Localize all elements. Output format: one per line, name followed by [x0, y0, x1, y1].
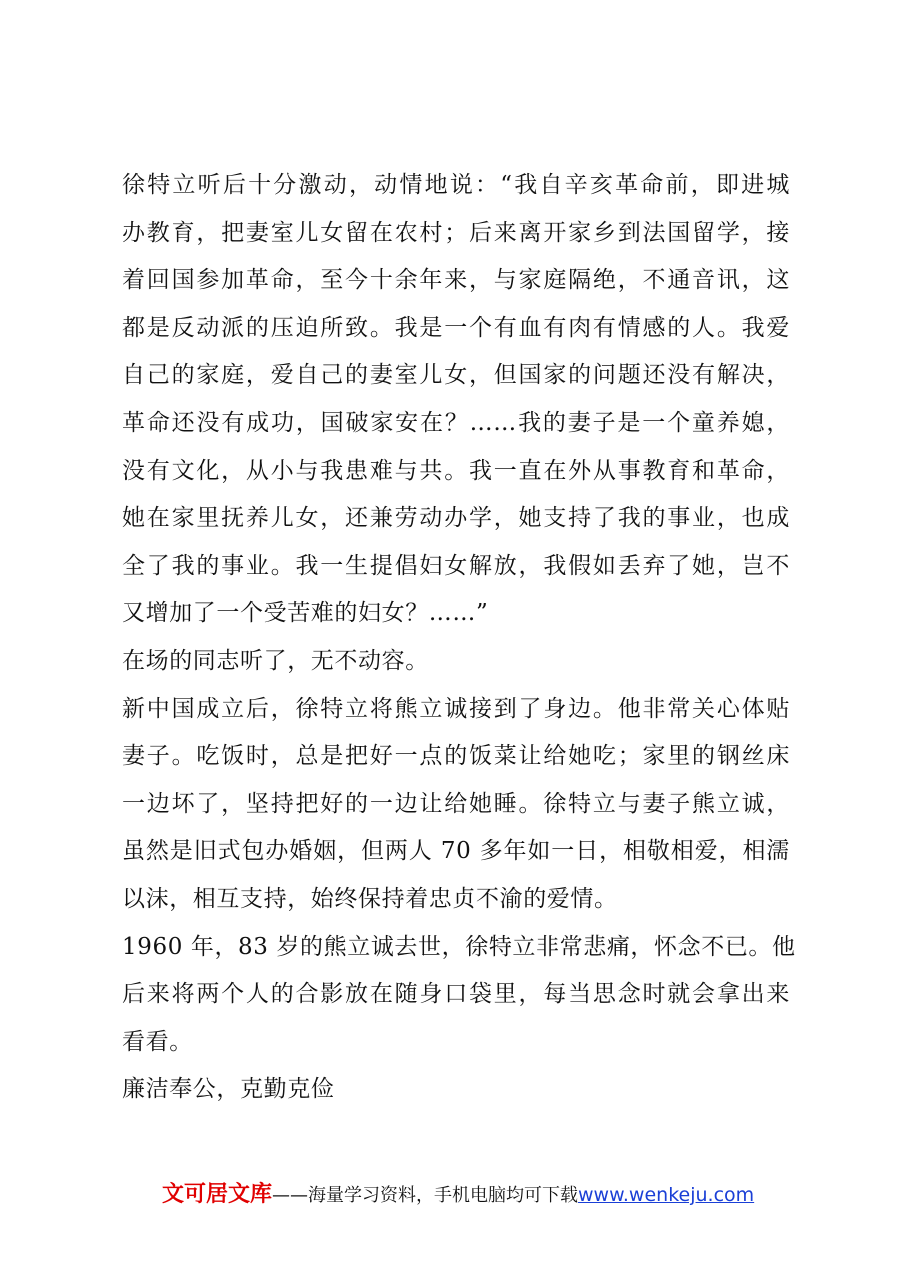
text-line: 后来将两个人的合影放在随身口袋里，每当思念时就会拿出来 [122, 981, 790, 1008]
document-body [122, 162, 796, 1114]
text-line: 办教育，把妻室儿女留在农村；后来离开家乡到法国留学，接 [122, 219, 790, 246]
text-line: 一边坏了，坚持把好的一边让给她睡。徐特立与妻子熊立诚， [122, 790, 790, 817]
text-line: 以沫，相互支持，始终保持着忠贞不渝的爱情。 [122, 885, 618, 912]
text-line: 虽然是旧式包办婚姻，但两人 70 多年如一日，相敬相爱，相濡 [122, 838, 790, 865]
text-line: 新中国成立后，徐特立将熊立诚接到了身边。他非常关心体贴 [122, 695, 790, 722]
text-line: 又增加了一个受苦难的妇女？……” [122, 600, 489, 627]
footer-brand: 文可居文库 [162, 1182, 273, 1207]
text-line: 自己的家庭，爱自己的妻室儿女，但国家的问题还没有解决， [122, 362, 790, 389]
footer-link[interactable]: www.wenkeju.com [578, 1184, 755, 1206]
text-line: 没有文化，从小与我患难与共。我一直在外从事教育和革命， [122, 457, 790, 484]
text-line: 革命还没有成功，国破家安在？……我的妻子是一个童养媳， [122, 409, 790, 436]
text-line: 在场的同志听了，无不动容。 [122, 647, 429, 674]
text-line: 1960 年，83 岁的熊立诚去世，徐特立非常悲痛，怀念不已。他 [122, 933, 796, 960]
text-line: 着回国参加革命，至今十余年来，与家庭隔绝，不通音讯，这 [122, 267, 790, 294]
footer-banner [162, 1180, 754, 1211]
section-heading: 廉洁奉公，克勤克俭 [122, 1076, 335, 1103]
text-line: 徐特立听后十分激动，动情地说：“我自辛亥革命前，即进城 [122, 172, 790, 198]
footer-tagline: ——海量学习资料，手机电脑均可下载 [272, 1185, 579, 1206]
text-line: 她在家里抚养儿女，还兼劳动办学，她支持了我的事业，也成 [122, 505, 790, 532]
text-line: 全了我的事业。我一生提倡妇女解放，我假如丢弃了她，岂不 [122, 552, 790, 579]
text-line: 看看。 [122, 1028, 193, 1055]
text-line: 都是反动派的压迫所致。我是一个有血有肉有情感的人。我爱 [122, 314, 790, 341]
text-line: 妻子。吃饭时，总是把好一点的饭菜让给她吃；家里的钢丝床 [122, 743, 790, 770]
